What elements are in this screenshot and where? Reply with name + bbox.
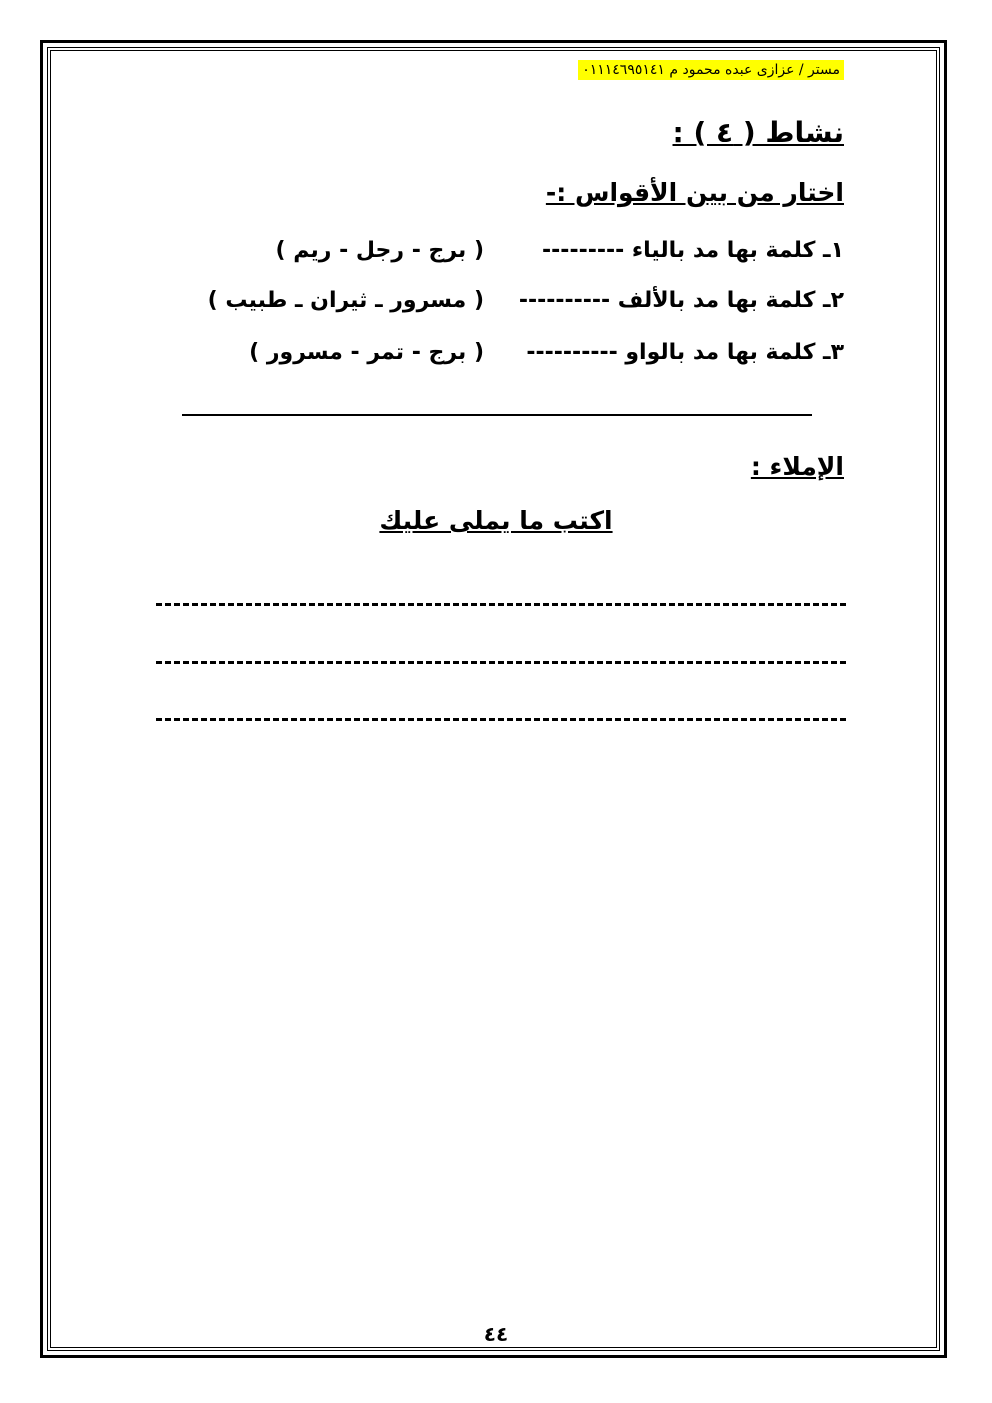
answer-line[interactable]: [156, 603, 846, 606]
answer-line[interactable]: [156, 661, 846, 664]
activity-instruction: اختار من بين الأقواس :-: [545, 178, 844, 207]
question-row: [164, 238, 844, 274]
dictation-heading: الإملاء :: [750, 452, 844, 481]
activity-title: نشاط ( ٤ ) :: [672, 116, 844, 149]
question-prompt: ١ـ كلمة بها مد بالياء ---------: [542, 238, 844, 263]
section-divider: [182, 414, 812, 416]
answer-line[interactable]: [156, 718, 846, 721]
dictation-instruction-row: [0, 506, 992, 535]
dictation-instruction: اكتب ما يملى عليك: [379, 506, 613, 535]
question-row: [164, 340, 844, 376]
author-banner: مستر / عزازى عبده محمود م ٠١١١٤٦٩٥١٤١: [578, 60, 844, 80]
question-options: ( برج - رجل - ريم ): [275, 238, 484, 263]
question-row: [164, 288, 844, 324]
page-number: ٤٤: [483, 1322, 509, 1346]
question-prompt: ٢ـ كلمة بها مد بالألف ----------: [518, 288, 844, 313]
question-prompt: ٣ـ كلمة بها مد بالواو ----------: [526, 340, 844, 365]
question-options: ( برج - تمر - مسرور ): [249, 340, 484, 365]
question-options: ( مسرور ـ ثيران ـ طبيب ): [207, 288, 484, 313]
